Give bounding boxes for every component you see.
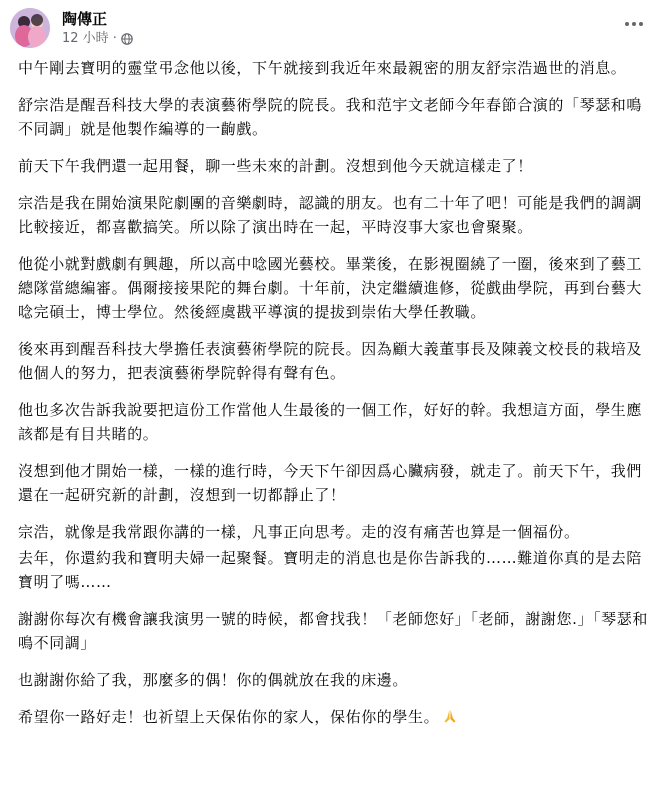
post-paragraph: 沒想到他才開始一樣，一樣的進行時，今天下午卻因爲心臟病發，就走了。前天下午，我們還在一起研究新的計劃，沒想到一切都靜止了！ xyxy=(18,462,643,504)
post-meta xyxy=(62,31,133,47)
post-paragraph: 謝謝你每次有機會讓我演男一號的時候，都會找我！「老師您好」「老師，謝謝您.」「琴瑟和鳴不同調」 xyxy=(18,610,648,652)
post-paragraph: 中午剛去寶明的靈堂弔念他以後，下午就接到我近年來最親密的朋友舒宗浩過世的消息。 xyxy=(18,59,627,77)
avatar-image xyxy=(10,8,50,48)
post-paragraph: 前天下午我們還一起用餐，聊一些未來的計劃。沒想到他今天就這樣走了！ xyxy=(18,157,533,175)
post-time[interactable]: 12 小時 xyxy=(62,31,109,46)
avatar[interactable] xyxy=(10,8,50,48)
ellipsis-icon xyxy=(624,21,644,27)
post-paragraph: 宗浩，就像是我常跟你講的一樣，凡事正向思考。走的沒有痛苦也算是一個福份。 xyxy=(18,523,580,541)
folded-hands-icon xyxy=(442,708,458,724)
post-paragraph: 去年，你還約我和寶明夫婦一起聚餐。寶明走的消息也是你告訴我的……難道你真的是去陪寶明了嗎…… xyxy=(18,549,643,591)
more-options-button[interactable] xyxy=(620,14,648,34)
meta-separator: · xyxy=(112,31,117,46)
post-paragraph-text: 希望你一路好走！也祈望上天保佑你的家人，保佑你的學生。 xyxy=(18,708,440,726)
post-paragraph-last xyxy=(18,705,648,729)
author-name[interactable]: 陶傳正 xyxy=(62,10,108,28)
post-paragraph: 宗浩是我在開始演果陀劇團的音樂劇時，認識的朋友。也有二十年了吧！可能是我們的調調比較接近，都喜歡搞笑。所以除了演出時在一起，平時沒事大家也會聚聚。 xyxy=(18,194,643,236)
post-paragraph: 舒宗浩是醒吾科技大學的表演藝術學院的院長。我和范宇文老師今年春節合演的「琴瑟和鳴不同調」就是他製作編導的一齣戲。 xyxy=(18,96,643,138)
post-body xyxy=(18,56,648,742)
globe-icon[interactable] xyxy=(121,33,133,45)
post-paragraph: 他也多次告訴我說要把這份工作當他人生最後的一個工作，好好的幹。我想這方面，學生應該都是有目共睹的。 xyxy=(18,401,643,443)
post-header xyxy=(10,8,652,52)
post-paragraph: 也謝謝你給了我，那麼多的偶！你的偶就放在我的床邊。 xyxy=(18,671,409,689)
post-paragraph: 後來再到醒吾科技大學擔任表演藝術學院的院長。因為顧大義董事長及陳義文校長的栽培及他個人的努力，把表演藝術學院幹得有聲有色。 xyxy=(18,340,643,382)
post-paragraph: 他從小就對戲劇有興趣，所以高中唸國光藝校。畢業後，在影視圈繞了一圈，後來到了藝工總隊當總編審。偶爾接接果陀的舞台劇。十年前，決定繼續進修，從戲曲學院，再到台藝大唸完碩士，博士學位。然後經虞戡平導演的提拔到崇佑大學任教職。 xyxy=(18,255,643,321)
